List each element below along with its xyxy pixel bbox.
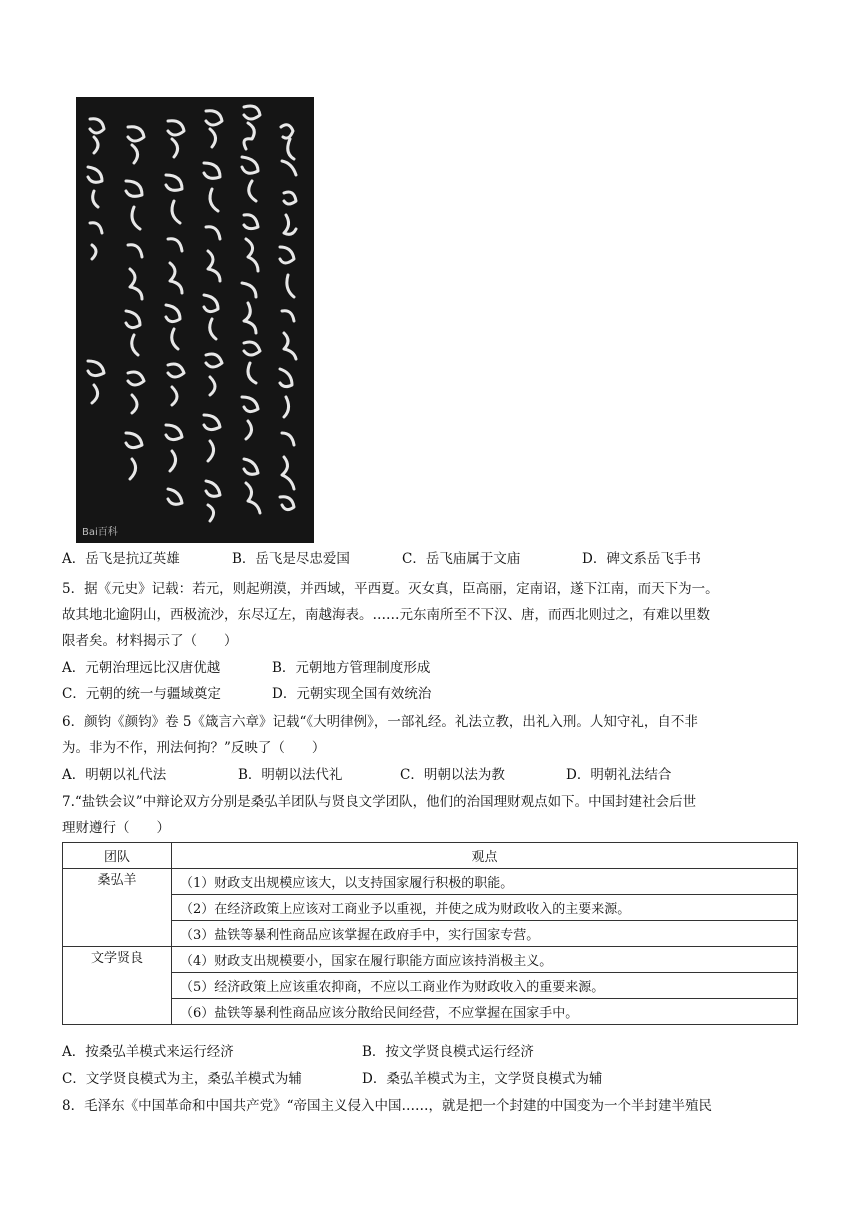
- table-header-row: [63, 843, 798, 869]
- q6-option-a[interactable]: A．明朝以礼代法: [62, 767, 167, 783]
- q7-stem-line-2: 理财遵行（ ）: [62, 820, 170, 836]
- table-row: [63, 999, 798, 1025]
- calligraphy-rubbing-image: [76, 97, 314, 543]
- q7-option-d[interactable]: D．桑弘羊模式为主，文学贤良模式为辅: [362, 1071, 603, 1087]
- q6-options: [62, 765, 671, 785]
- q6-option-b[interactable]: B．明朝以法代礼: [238, 767, 343, 783]
- q4-option-c[interactable]: C．岳飞庙属于文庙: [402, 551, 521, 567]
- q7-stem-line-1: 7.“盐铁会议”中辩论双方分别是桑弘羊团队与贤良文学团队，他们的治国理财观点如下。中国封建社会后世: [62, 794, 697, 810]
- q7-option-b[interactable]: B．按文学贤良模式运行经济: [362, 1044, 534, 1060]
- q4-option-d[interactable]: D．碑文系岳飞手书: [582, 551, 701, 567]
- q7-option-a[interactable]: A．按桑弘羊模式来运行经济: [62, 1044, 234, 1060]
- table-row: [63, 947, 798, 973]
- point-cell: （5）经济政策上应该重农抑商，不应以工商业作为财政收入的重要来源。: [172, 973, 798, 999]
- header-views: 观点: [172, 843, 798, 869]
- q5-option-b[interactable]: B．元朝地方管理制度形成: [272, 660, 431, 676]
- q4-option-b[interactable]: B．岳飞是尽忠爱国: [232, 551, 350, 567]
- point-cell: （1）财政支出规模应该大，以支持国家履行积极的职能。: [172, 869, 798, 895]
- point-cell: （6）盐铁等暴利性商品应该分散给民间经营，不应掌握在国家手中。: [172, 999, 798, 1025]
- team-name-cell: 桑弘羊: [63, 869, 172, 947]
- point-cell: （3）盐铁等暴利性商品应该掌握在政府手中，实行国家专营。: [172, 921, 798, 947]
- point-cell: （2）在经济政策上应该对工商业予以重视，并使之成为财政收入的主要来源。: [172, 895, 798, 921]
- table-row: [63, 921, 798, 947]
- header-team: 团队: [63, 843, 172, 869]
- q5-stem-line-1: 5．据《元史》记载：若元，则起朔漠，并西域，平西夏。灭女真，臣高丽，定南诏，遂下江南，而天下为一。: [62, 581, 719, 597]
- q6-stem-line-1: 6．颜钧《颜钧》卷 5《箴言六章》记载“《大明律例》，一部礼经。礼法立教，出礼入刑。人知守礼，自不非: [62, 714, 698, 730]
- q6-option-c[interactable]: C．明朝以法为教: [400, 767, 505, 783]
- point-cell: （4）财政支出规模要小，国家在履行职能方面应该持消极主义。: [172, 947, 798, 973]
- q4-option-a[interactable]: A．岳飞是抗辽英雄: [62, 551, 180, 567]
- q5-option-d[interactable]: D．元朝实现全国有效统治: [272, 686, 432, 702]
- team-name-cell: 文学贤良: [63, 947, 172, 1025]
- q7-option-c[interactable]: C．文学贤良模式为主，桑弘羊模式为辅: [62, 1071, 302, 1087]
- table-row: [63, 869, 798, 895]
- q5-option-a[interactable]: A．元朝治理远比汉唐优越: [62, 660, 221, 676]
- watermark-text: Bai百科: [82, 527, 118, 538]
- q7-options-row-2: [62, 1069, 602, 1089]
- q5-option-c[interactable]: C．元朝的统一与疆域奠定: [62, 686, 221, 702]
- q8-stem-line-1: 8．毛泽东《中国革命和中国共产党》“帝国主义侵入中国……，就是把一个封建的中国变为一个半封建半殖民: [62, 1098, 712, 1114]
- table-row: [63, 973, 798, 999]
- q7-views-table: [62, 842, 798, 1025]
- q7-options-row-1: [62, 1042, 534, 1062]
- q6-stem-line-2: 为。非为不作，刑法何拘？”反映了（ ）: [62, 740, 326, 756]
- q5-options-row-1: [62, 658, 430, 678]
- table-row: [63, 895, 798, 921]
- calligraphy-strokes: [76, 97, 314, 543]
- q5-options-row-2: [62, 684, 431, 704]
- q4-options: [62, 549, 701, 569]
- q6-option-d[interactable]: D．明朝礼法结合: [566, 767, 672, 783]
- q5-stem-line-3: 限者矣。材料揭示了（ ）: [62, 633, 238, 649]
- q5-stem-line-2: 故其地北逾阴山，西极流沙，东尽辽左，南越海表。……元东南所至不下汉、唐，而西北则过之，有难以里数: [62, 607, 710, 623]
